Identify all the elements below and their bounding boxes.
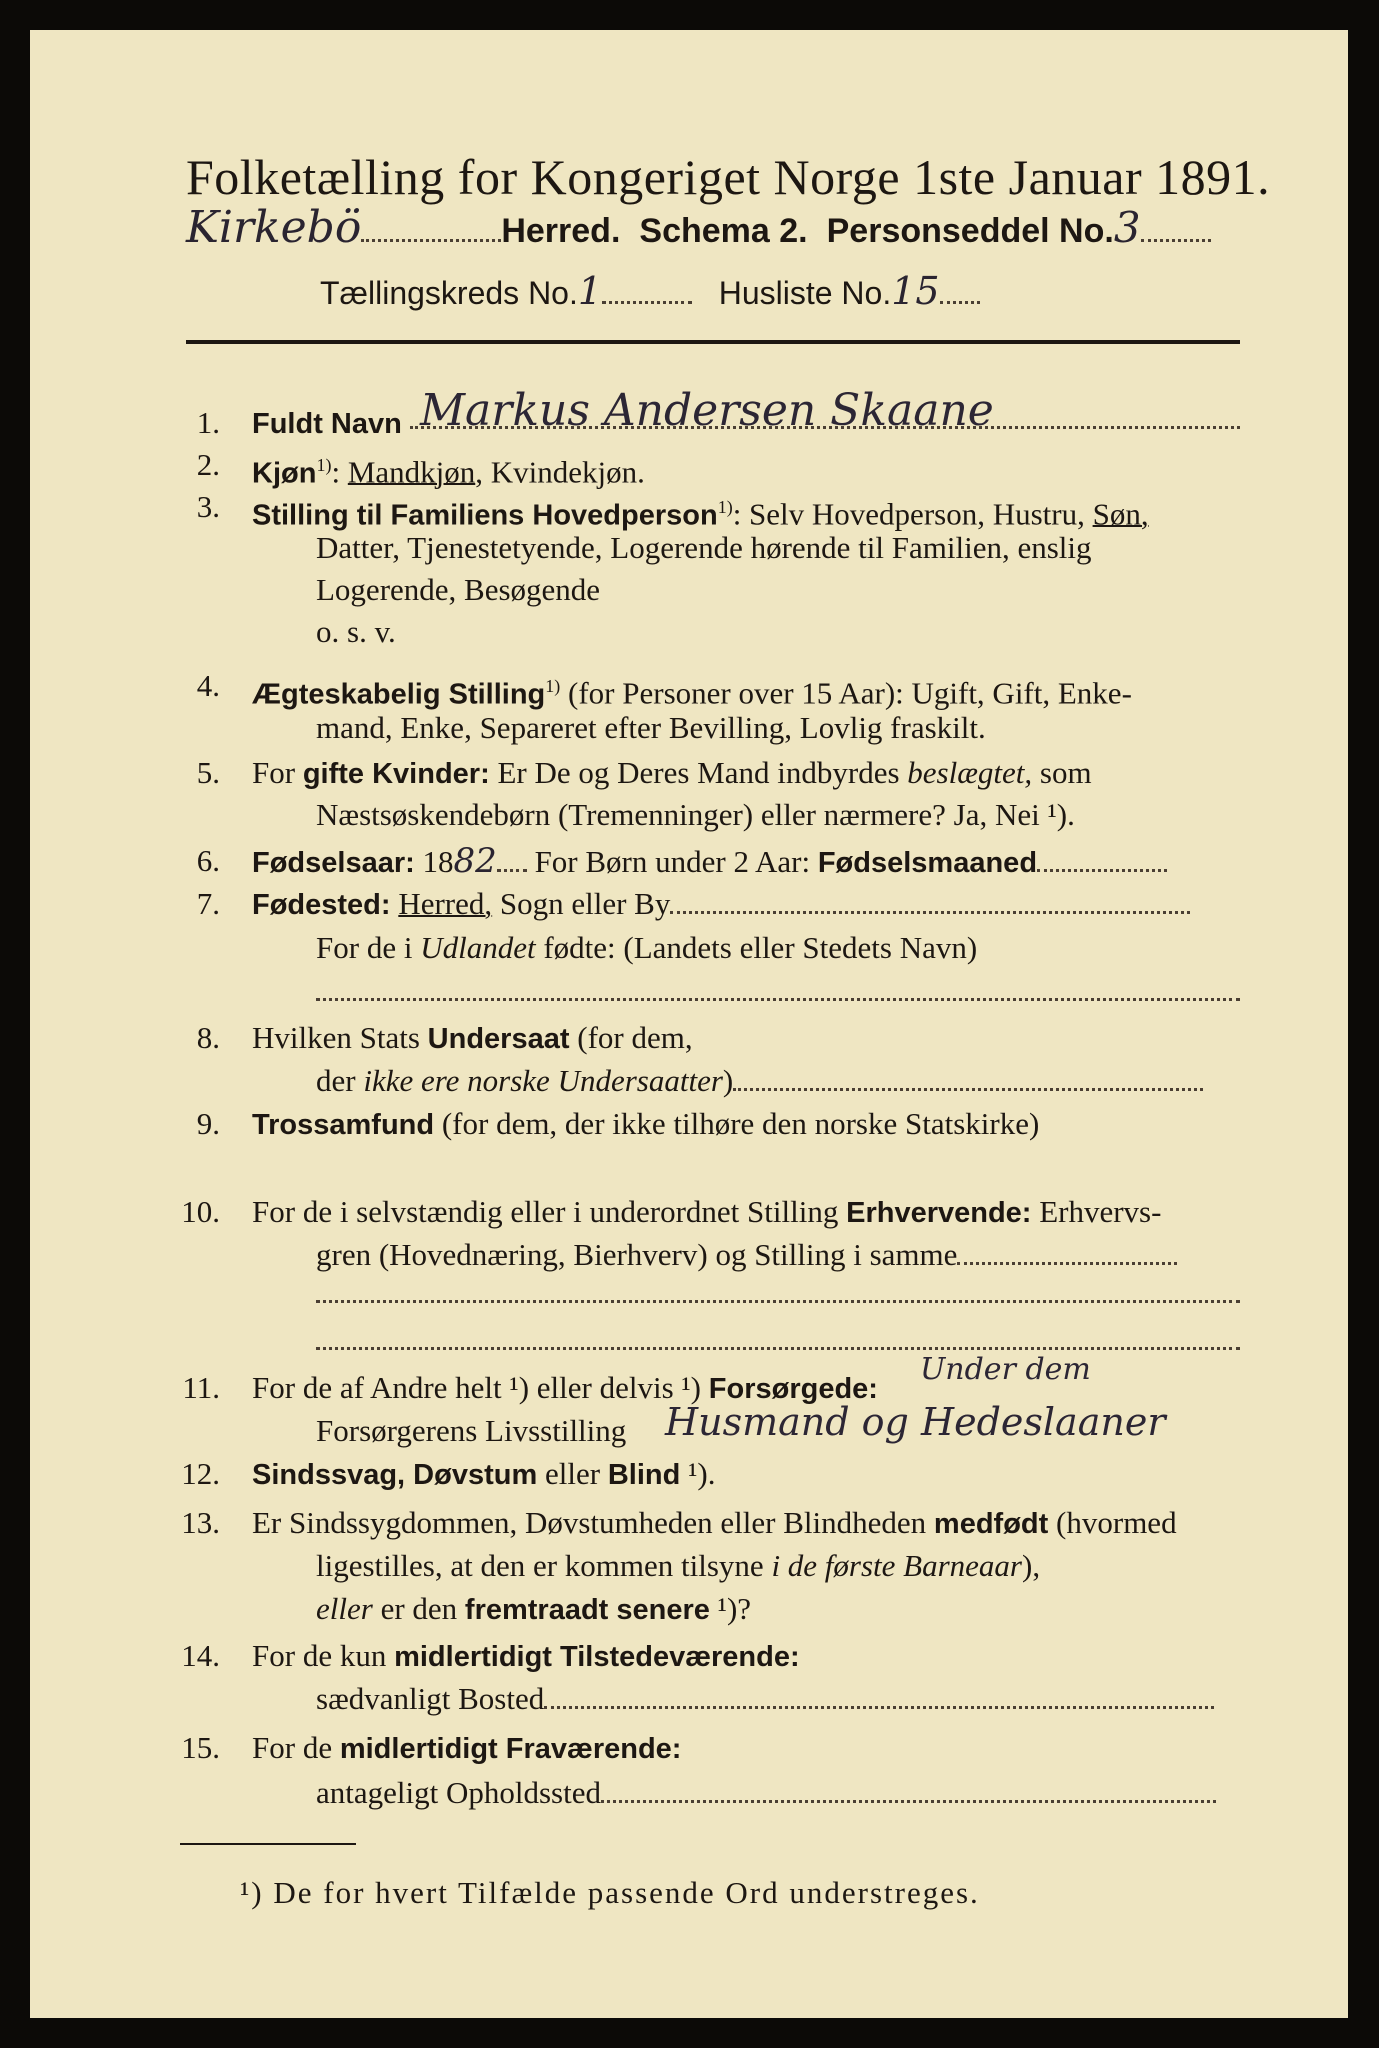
- q8-text1: (for dem,: [569, 1020, 693, 1055]
- q8-line2a: der: [316, 1063, 364, 1098]
- q7-label: Fødested:: [252, 889, 391, 921]
- form-title: Folketælling for Kongeriget Norge 1ste Januar 1891.: [186, 149, 1271, 205]
- header-rule: [186, 340, 1240, 344]
- q12-number: 12.: [181, 1456, 220, 1491]
- husliste-value: 15: [891, 269, 940, 313]
- q13-label2: fremtraadt senere: [464, 1594, 710, 1626]
- herred-label: Herred.: [501, 212, 621, 250]
- q10-text1b: Erhvervs-: [1031, 1194, 1162, 1229]
- q11-label: Forsørgede:: [708, 1373, 878, 1405]
- q13-line3: [316, 1591, 751, 1628]
- q4-number: 4.: [196, 668, 220, 703]
- q10-dotline1: [316, 1300, 1240, 1303]
- q14-line2: [316, 1681, 1214, 1717]
- q15-number: 15.: [181, 1730, 220, 1765]
- schema-label: Schema 2.: [639, 212, 808, 250]
- q5-italic: beslægtet,: [907, 755, 1033, 790]
- q9-text: (for dem, der ikke tilhøre den norske Statskirke): [434, 1106, 1040, 1141]
- q13-label: medfødt: [933, 1508, 1049, 1540]
- q8-number: 8.: [196, 1020, 220, 1055]
- q6-year-value: 82: [453, 841, 497, 881]
- q6-mid: For Børn under 2 Aar:: [526, 844, 818, 879]
- q7-number: 7.: [196, 886, 220, 921]
- q7-dotline: [316, 998, 1240, 1001]
- q15-line1: [252, 1730, 681, 1767]
- q13-text1b: (hvormed: [1048, 1505, 1177, 1540]
- q13-line2b: ),: [1022, 1548, 1041, 1583]
- q3-text1: : Selv Hovedperson, Hustru,: [732, 496, 1093, 532]
- q13-number: 13.: [181, 1505, 220, 1540]
- q4-text1: (for Personer over 15 Aar): Ugift, Gift, Enke-: [560, 675, 1132, 711]
- q11-value1: Under dem: [920, 1352, 1091, 1387]
- q10-label: Erhvervende:: [846, 1197, 1032, 1229]
- q3-selected: Søn,: [1092, 496, 1149, 532]
- q6-label2: Fødselsmaaned: [817, 847, 1038, 879]
- q3-label: Stilling til Familiens Hovedperson: [252, 499, 718, 532]
- q7-line2-italic: Udlandet: [420, 930, 536, 965]
- q15-line2: [316, 1775, 1216, 1811]
- q4-line2: mand, Enke, Separeret efter Bevilling, Lovlig fraskilt.: [316, 710, 986, 745]
- q13-line3b: ¹)?: [709, 1591, 752, 1626]
- q7-line1: [252, 886, 1190, 923]
- q10-line1: [252, 1194, 1161, 1231]
- q3-line3: Logerende, Besøgende: [316, 572, 601, 607]
- q13-line3-italic: eller: [316, 1591, 373, 1626]
- q7-line2: [316, 930, 977, 966]
- header-kreds-line: [320, 270, 980, 314]
- q14-number: 14.: [181, 1638, 220, 1673]
- personseddel-label: Personseddel No.: [826, 212, 1114, 250]
- footnote: ¹) De for hvert Tilfælde passende Ord understreges.: [240, 1875, 980, 1910]
- q7-line2b: fødte: (Landets eller Stedets Navn): [535, 930, 978, 965]
- q13-line3a: er den: [372, 1591, 465, 1626]
- q1-name-value: Markus Andersen Skaane: [420, 385, 994, 436]
- husliste-label: Husliste No.: [718, 275, 892, 311]
- q7-line2a: For de i: [316, 930, 421, 965]
- q1-line: [252, 405, 402, 442]
- q13-line2a: ligestilles, at den er kommen tilsyne: [316, 1548, 772, 1583]
- q5-line2: Næstsøskendebørn (Tremenninger) eller nærmere? Ja, Nei ¹).: [316, 797, 1075, 832]
- q3-line2: Datter, Tjenestetyende, Logerende hørende til Familien, enslig: [316, 530, 1092, 565]
- q15-text2: antageligt Opholdssted: [316, 1775, 601, 1810]
- q15-text1: For de: [252, 1730, 340, 1765]
- q11-number: 11.: [182, 1370, 220, 1405]
- q4-line1: [252, 668, 1132, 712]
- q11-line2: [316, 1413, 626, 1449]
- q6-number: 6.: [196, 843, 220, 878]
- q2-label: Kjøn: [252, 457, 317, 490]
- footnote-rule: [180, 1843, 356, 1845]
- q3-note: 1): [717, 497, 733, 517]
- q2-text-a: :: [331, 454, 348, 490]
- q10-line2: [316, 1237, 1177, 1273]
- q5-number: 5.: [196, 755, 220, 790]
- personseddel-value: 3: [1113, 203, 1141, 252]
- q2-selected: Mandkjøn: [347, 454, 476, 490]
- q8-line2b: ): [722, 1063, 734, 1098]
- q8-label: Undersaat: [427, 1023, 570, 1055]
- q9-line: [252, 1106, 1039, 1143]
- q5-pre: For: [252, 755, 303, 790]
- q3-line4: o. s. v.: [316, 614, 396, 649]
- q11-text2: Forsørgerens Livsstilling: [316, 1413, 627, 1448]
- q11-text1: For de af Andre helt ¹) eller delvis ¹): [252, 1370, 709, 1405]
- q13-line2-italic: i de første Barneaar: [771, 1548, 1022, 1583]
- q9-number: 9.: [196, 1106, 220, 1141]
- q2-line: [252, 447, 645, 491]
- q10-dotline2: [316, 1347, 1240, 1350]
- q13-line2: [316, 1548, 1040, 1584]
- q8-pre: Hvilken Stats: [252, 1020, 428, 1055]
- q2-number: 2.: [196, 447, 220, 482]
- q1-number: 1.: [196, 405, 220, 440]
- q14-label: midlertidigt Tilstedeværende:: [394, 1641, 800, 1673]
- q12-tail: ¹).: [680, 1456, 716, 1491]
- q8-line1: [252, 1020, 693, 1057]
- q6-label: Fødselsaar:: [252, 847, 415, 879]
- header-herred-line: [186, 202, 1211, 254]
- taellingskreds-value: 1: [577, 269, 603, 313]
- q10-number: 10.: [181, 1194, 220, 1229]
- q6-year-prefix: 18: [414, 844, 454, 879]
- q5-text1: Er De og Deres Mand indbyrdes: [489, 755, 908, 790]
- q8-line2: [316, 1063, 1203, 1099]
- q14-text2: sædvanligt Bosted: [316, 1681, 545, 1716]
- q10-text1: For de i selvstændig eller i underordnet Stilling: [252, 1194, 847, 1229]
- q12-label: Sindssvag, Døvstum: [252, 1459, 538, 1491]
- q15-label: midlertidigt Fraværende:: [339, 1733, 682, 1765]
- q1-dotline: [410, 426, 1240, 429]
- q12-label2: Blind: [607, 1459, 681, 1491]
- q8-line2-italic: ikke ere norske Undersaatter: [363, 1063, 723, 1098]
- q13-line1: [252, 1505, 1177, 1542]
- q3-number: 3.: [196, 489, 220, 524]
- q5-text1b: som: [1032, 755, 1092, 790]
- q12-mid: eller: [537, 1456, 608, 1491]
- q9-label: Trossamfund: [252, 1109, 435, 1141]
- q5-line1: [252, 755, 1092, 792]
- q11-value2: Husmand og Hedeslaaner: [665, 1400, 1166, 1444]
- q1-label: Fuldt Navn: [252, 408, 402, 440]
- q13-text1: Er Sindssygdommen, Døvstumheden eller Blindheden: [252, 1505, 934, 1540]
- q6-line: [252, 843, 1167, 881]
- q7-rest: Sogn eller By: [492, 886, 671, 921]
- q10-text2: gren (Hovednæring, Bierhverv) og Stilling i samme: [316, 1237, 958, 1272]
- taellingskreds-label: Tællingskreds No.: [320, 275, 578, 311]
- q7-selected: Herred,: [398, 886, 493, 921]
- q12-line: [252, 1456, 715, 1493]
- herred-value: Kirkebö: [186, 202, 362, 253]
- q2-text-b: , Kvindekjøn.: [475, 454, 645, 490]
- q2-note: 1): [316, 455, 332, 475]
- q14-text1: For de kun: [252, 1638, 395, 1673]
- q4-note: 1): [545, 676, 561, 696]
- q5-label: gifte Kvinder:: [302, 758, 490, 790]
- q4-label: Ægteskabelig Stilling: [252, 678, 546, 711]
- q14-line1: [252, 1638, 800, 1675]
- q3-line1: [252, 489, 1149, 533]
